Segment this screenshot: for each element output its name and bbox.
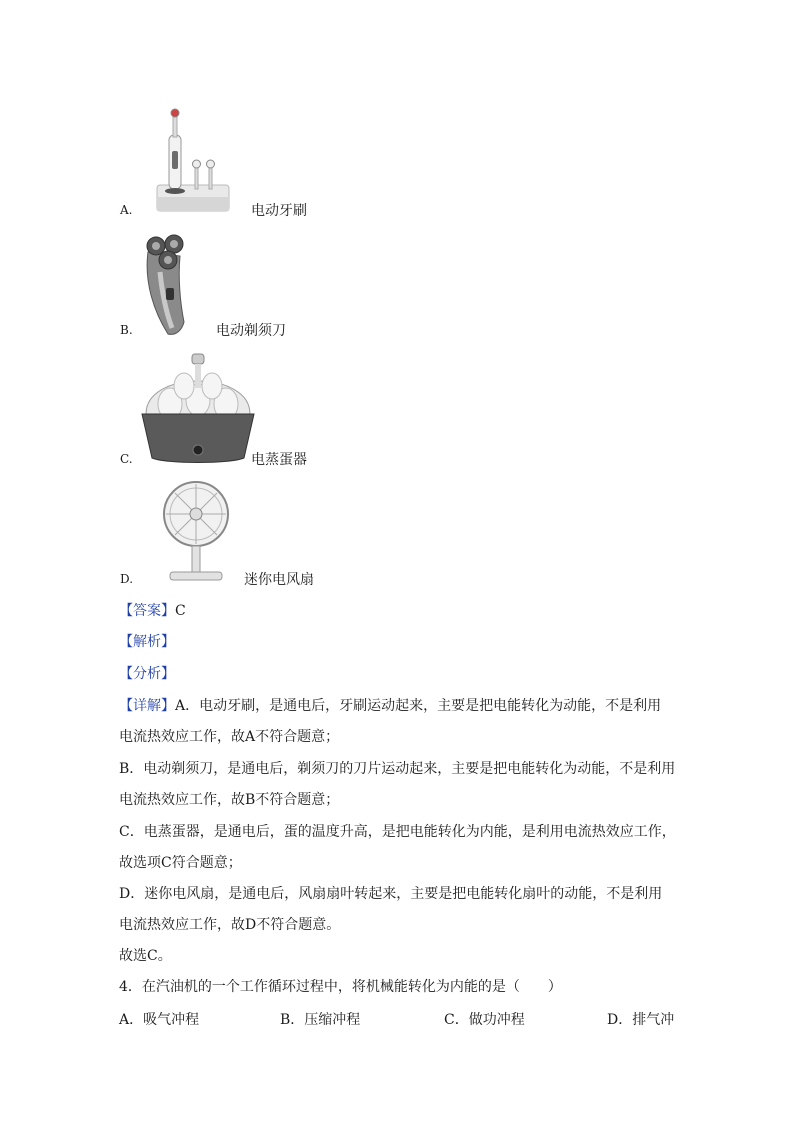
question-4-option-b: B．压缩冲程 (280, 1012, 361, 1028)
option-a-caption: 电动牙刷 (251, 203, 307, 219)
detail-line-7: D．迷你电风扇，是通电后，风扇扇叶转起来，主要是把电能转化扇叶的动能，不是利用 (119, 886, 663, 902)
detail-line-5: C．电蒸蛋器，是通电后，蛋的温度升高，是把电能转化为内能，是利用电流热效应工作， (119, 824, 676, 840)
analysis-tag: 【解析】 (119, 634, 175, 650)
option-c-letter: C. (120, 452, 133, 466)
detail-line-3: B．电动剃须刀，是通电后，剃须刀的刀片运动起来，主要是把电能转化为动能，不是利用 (119, 761, 676, 777)
detail-line-2: 电流热效应工作，故A不符合题意； (119, 729, 340, 745)
electric-shaver-image (140, 232, 200, 338)
question-4-stem: 4．在汽油机的一个工作循环过程中，将机械能转化为内能的是（ ） (119, 979, 562, 995)
option-b-letter: B. (120, 323, 133, 337)
electric-shaver-icon (140, 232, 200, 338)
detail-text: A．电动牙刷，是通电后，牙刷运动起来，主要是把电能转化为动能，不是利用 (175, 698, 662, 714)
detail-line-8: 电流热效应工作，故D不符合题意。 (119, 917, 341, 933)
electric-toothbrush-icon (155, 105, 235, 215)
electric-toothbrush-image (155, 105, 235, 215)
option-b-caption: 电动剃须刀 (216, 323, 286, 339)
question-4-option-a: A．吸气冲程 (119, 1012, 200, 1028)
fenxi-line (119, 664, 175, 684)
detail-line-1 (119, 696, 661, 716)
fenxi-tag: 【分析】 (119, 666, 175, 682)
option-d-letter: D. (120, 572, 134, 586)
detail-line-6: 故选项C符合题意； (119, 855, 242, 871)
answer-tag: 【答案】 (119, 603, 175, 619)
option-d-caption: 迷你电风扇 (244, 572, 314, 588)
detail-tag: 【详解】 (119, 698, 175, 714)
option-c-caption: 电蒸蛋器 (251, 452, 307, 468)
detail-line-4: 电流热效应工作，故B不符合题意； (119, 792, 340, 808)
egg-steamer-icon (140, 350, 256, 466)
egg-steamer-image (140, 350, 256, 466)
question-4-option-d: D．排气冲 (607, 1012, 675, 1028)
answer-value: C (175, 603, 186, 619)
option-a-letter: A. (120, 203, 133, 217)
answer-line (119, 601, 186, 621)
mini-fan-icon (158, 478, 234, 584)
analysis-line (119, 632, 175, 652)
mini-fan-image (158, 478, 234, 584)
question-4-option-c: C．做功冲程 (444, 1012, 525, 1028)
detail-line-9: 故选C。 (119, 948, 172, 964)
